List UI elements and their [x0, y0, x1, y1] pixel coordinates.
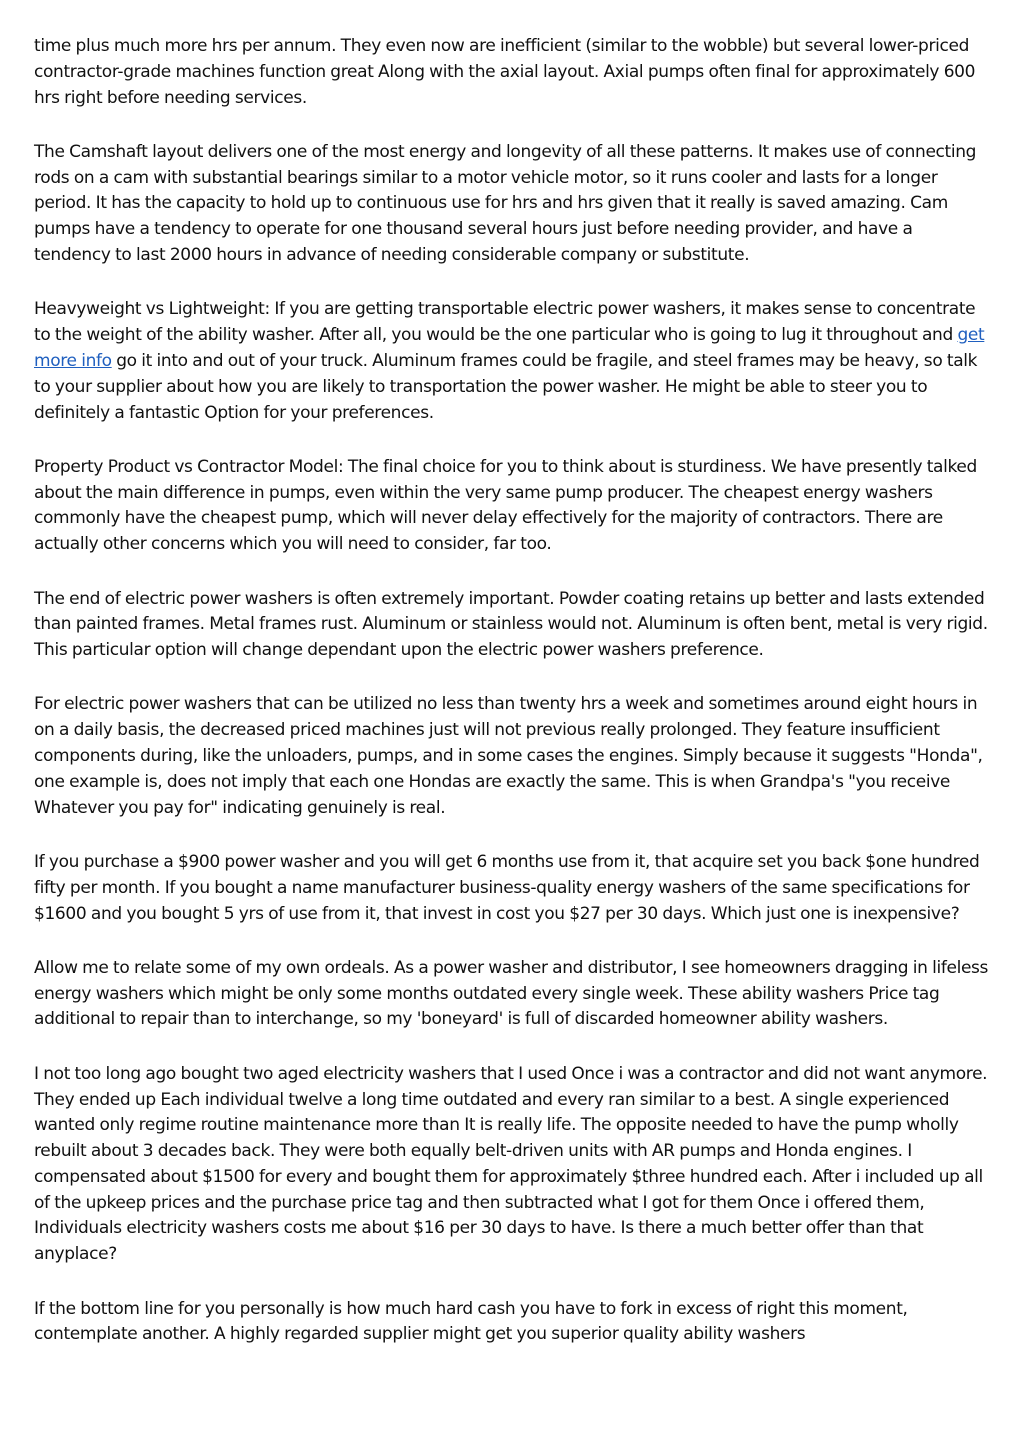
paragraph-frame-finish: The end of electric power washers is often extremely important. Powder coating retains up better and lasts extended than painted frames. Metal frames rust. Aluminum or stainless would not. Aluminum is often bent, metal is very rigid. This particular option will change dependant upon the electric power washers preference. — [34, 588, 988, 661]
paragraph-property-vs-contractor: Property Product vs Contractor Model: The final choice for you to think about is sturdiness. We have presently talked about the main difference in pumps, even within the very same pump producer. The cheapest energy washers commonly have the cheapest pump, which will never delay effectively for the majority of contractors. There are actually other concerns which you will need to consider, far too. — [34, 456, 977, 555]
paragraph-cost-comparison: If you purchase a $900 power washer and you will get 6 months use from it, that acquire set you back $one hundred fifty per month. If you bought a name manufacturer business-quality energy washers of the same specifications for $1600 and you bought 5 yrs of use from it, that invest in cost you $27 per 30 days. Which just one is inexpensive? — [34, 851, 980, 924]
paragraph-heavyweight-vs-lightweight — [34, 297, 992, 426]
paragraph-axial-pumps: time plus much more hrs per annum. They even now are inefficient (similar to the wobble) but several lower-priced contractor-grade machines function great Along with the axial layout. Axial pumps often final for approximately 600 hrs right before needing services. — [34, 36, 976, 108]
paragraph-aged-washers: I not too long ago bought two aged electricity washers that I used Once i was a contractor and did not want anymore. They ended up Each individual twelve a long time outdated and every ran similar to a best. A single experienced wanted only regime routine maintenance more than It is really life. The opposite needed to have the pump wholly rebuilt about 3 decades back. They were both equally belt-driven units with AR pumps and Honda engines. I compensated about $1500 for every and bought them for approximately $three hundred each. After i included up all of the upkeep prices and the purchase price tag and then subtracted what I got for them Once i offered them, Individuals electricity washers costs me about $16 per 30 days to have. Is there a much better offer than that anyplace? — [34, 1063, 988, 1265]
paragraph-text-before-link: Heavyweight vs Lightweight: If you are getting transportable electric power washers, it makes sense to concentrate to the weight of the ability washer. After all, you would be the one particular who is going to lug it throughout and — [34, 299, 976, 346]
paragraph-own-ordeals: Allow me to relate some of my own ordeals. As a power washer and distributor, I see homeowners dragging in lifeless energy washers which might be only some months outdated every single week. These ability washers Price tag additional to repair than to interchange, so my 'boneyard' is full of discarded homeowner ability washers. — [34, 957, 989, 1030]
paragraph-text-after-link: go it into and out of your truck. Aluminum frames could be fragile, and steel frames may be heavy, so talk to your supplier about how you are likely to transportation the power washer. He might be able to steer you to definitely a fantastic Option for your preferences. — [34, 350, 978, 423]
get-more-info-link[interactable]: get more info — [34, 325, 985, 371]
paragraph-camshaft-layout: The Camshaft layout delivers one of the most energy and longevity of all these patterns. It makes use of connecting rods on a cam with substantial bearings similar to a motor vehicle motor, so it runs cooler and lasts for a longer period. It has the capacity to hold up to continuous use for hrs and hrs given that it really is saved amazing. Cam pumps have a tendency to operate for one thousand several hours just before needing provider, and have a tendency to last 2000 hours in advance of needing considerable company or substitute. — [34, 141, 977, 266]
document-body — [34, 34, 992, 1377]
paragraph-usage-hours: For electric power washers that can be utilized no less than twenty hrs a week and sometimes around eight hours in on a daily basis, the decreased priced machines just will not previous really prolonged. They feature insufficient components during, like the unloaders, pumps, and in some cases the engines. Simply because it suggests "Honda", one example is, does not imply that each one Hondas are exactly the same. This is when Grandpa's "you receive Whatever you pay for" indicating genuinely is real. — [34, 694, 983, 818]
paragraph-bottom-line: If the bottom line for you personally is how much hard cash you have to fork in excess of right this moment, contemplate another. A highly regarded supplier might get you superior quality ability washers — [34, 1298, 908, 1345]
